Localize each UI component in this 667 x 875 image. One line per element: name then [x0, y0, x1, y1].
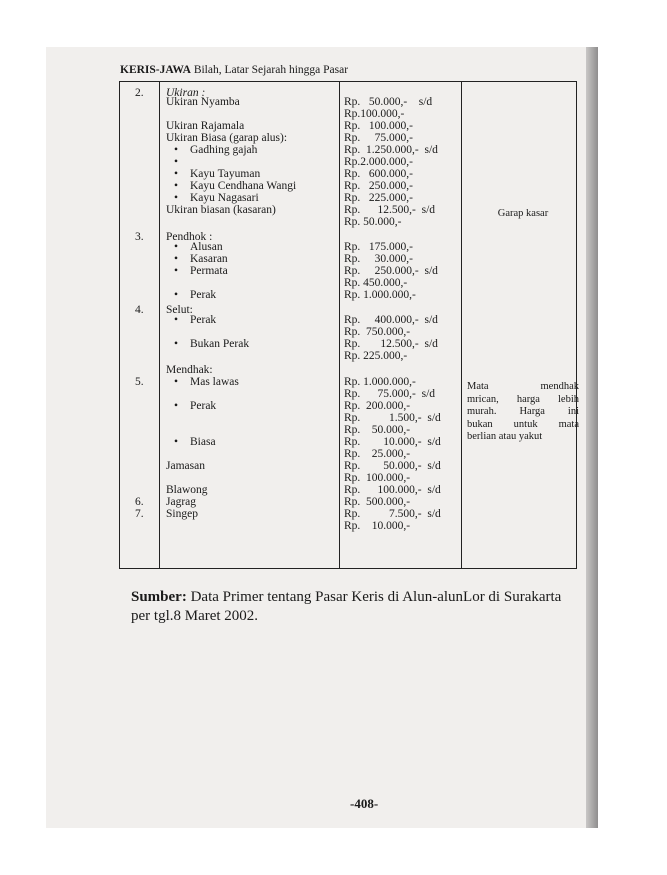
remark-line: mrican, harga lebih	[467, 393, 579, 405]
row-price: Rp. 75.000,- s/d	[344, 388, 436, 400]
row-price: Rp. 1.250.000,- s/d	[344, 144, 438, 156]
row-price: Rp. 175.000,-	[344, 241, 413, 253]
row-price: Rp. 1.500,- s/d	[344, 412, 441, 424]
source-citation	[131, 588, 581, 626]
row-price: Rp. 50.000,- s/d	[344, 96, 433, 108]
row-item: Ukiran :	[166, 87, 206, 99]
row-item: Pendhok :	[166, 231, 213, 243]
row-item: • Kayu Tayuman	[190, 168, 260, 180]
row-price: Rp. 250.000,- s/d	[344, 265, 438, 277]
remark-line: murah. Harga ini	[467, 406, 579, 417]
page-number: -408-	[350, 796, 379, 811]
column-divider-price	[461, 82, 462, 568]
row-item: • Biasa	[190, 436, 216, 448]
row-number: 7.	[135, 508, 144, 520]
row-item: Ukiran Rajamala	[166, 120, 245, 132]
remark-line: bukan untuk mata	[467, 418, 579, 430]
row-price: Rp. 7.500,- s/d	[344, 508, 441, 520]
row-number: 2.	[135, 87, 144, 99]
source-label: Sumber:	[131, 589, 187, 605]
row-item: • Kasaran	[190, 253, 228, 265]
row-item: • Bukan Perak	[190, 338, 249, 350]
row-item: • Perak	[190, 400, 216, 412]
row-item: Singep	[166, 508, 198, 520]
row-number: 6.	[135, 496, 144, 508]
remark-line: berlian atau yakut	[467, 431, 543, 442]
row-price: Rp.100.000,-	[344, 108, 405, 120]
row-price: Rp. 12.500,- s/d	[344, 204, 436, 216]
row-price: Rp. 450.000,-	[344, 277, 408, 289]
row-item: • Alusan	[190, 241, 223, 253]
row-item: • Perak	[190, 314, 216, 326]
row-number: 4.	[135, 304, 144, 316]
row-price: Rp. 30.000,-	[344, 253, 413, 265]
row-price: Rp.2.000.000,-	[344, 156, 413, 168]
row-item: Ukiran biasan (kasaran)	[166, 204, 276, 216]
row-item: • Perak	[190, 289, 216, 301]
row-price: Rp. 50.000,- s/d	[344, 460, 441, 472]
row-price: Rp. 1.000.000,-	[344, 289, 416, 301]
row-price: Rp. 600.000,-	[344, 168, 413, 180]
row-item: Mendhak:	[166, 364, 213, 376]
row-item: Ukiran Biasa (garap alus):	[166, 132, 288, 144]
row-price: Rp. 100.000,-	[344, 120, 413, 132]
row-item: Jagrag	[166, 496, 197, 508]
row-price: Rp. 50.000,-	[344, 424, 411, 436]
row-price: Rp. 100.000,- s/d	[344, 484, 441, 496]
source-text: Data Primer tentang Pasar Keris di Alun-alunLor di Surakarta per tgl.8 Maret 2002.	[131, 589, 562, 624]
remark-line: Mata mendhak	[467, 381, 579, 392]
row-price: Rp. 225.000,-	[344, 192, 413, 204]
row-item: • Mas lawas	[190, 376, 239, 388]
row-number: 5.	[135, 376, 144, 388]
header-title-bold: KERIS-JAWA	[120, 64, 191, 76]
row-item: Jamasan	[166, 460, 205, 472]
row-item: • Permata	[190, 265, 228, 277]
row-price: Rp. 200.000,-	[344, 400, 411, 412]
row-price: Rp. 75.000,-	[344, 132, 413, 144]
row-price: Rp. 12.500,- s/d	[344, 338, 438, 350]
row-price: Rp. 1.000.000,-	[344, 376, 416, 388]
row-price: Rp. 225.000,-	[344, 350, 408, 362]
remark-garap-kasar: Garap kasar	[497, 208, 549, 219]
column-divider-no	[159, 82, 160, 568]
row-price: Rp. 10.000,- s/d	[344, 436, 441, 448]
row-item: Ukiran Nyamba	[166, 96, 240, 108]
row-item: Selut:	[166, 304, 193, 316]
row-item: • Gadhing gajah	[190, 144, 257, 156]
running-header	[120, 64, 348, 76]
row-price: Rp. 10.000,-	[344, 520, 411, 532]
header-title-rest: Bilah, Latar Sejarah hingga Pasar	[193, 64, 349, 76]
row-price: Rp. 25.000,-	[344, 448, 411, 460]
row-price: Rp. 100.000,-	[344, 472, 411, 484]
row-price: Rp. 750.000,-	[344, 326, 411, 338]
remark-mendhak	[467, 381, 579, 444]
row-number: 3.	[135, 231, 144, 243]
row-item: Blawong	[166, 484, 208, 496]
row-item: • Kayu Nagasari	[190, 192, 259, 204]
row-price: Rp. 400.000,- s/d	[344, 314, 438, 326]
book-spine-shadow	[586, 47, 598, 828]
row-price: Rp. 500.000,-	[344, 496, 411, 508]
column-divider-item	[339, 82, 340, 568]
row-price: Rp. 50.000,-	[344, 216, 402, 228]
row-price: Rp. 250.000,-	[344, 180, 413, 192]
row-item: • Kayu Cendhana Wangi	[190, 180, 296, 192]
